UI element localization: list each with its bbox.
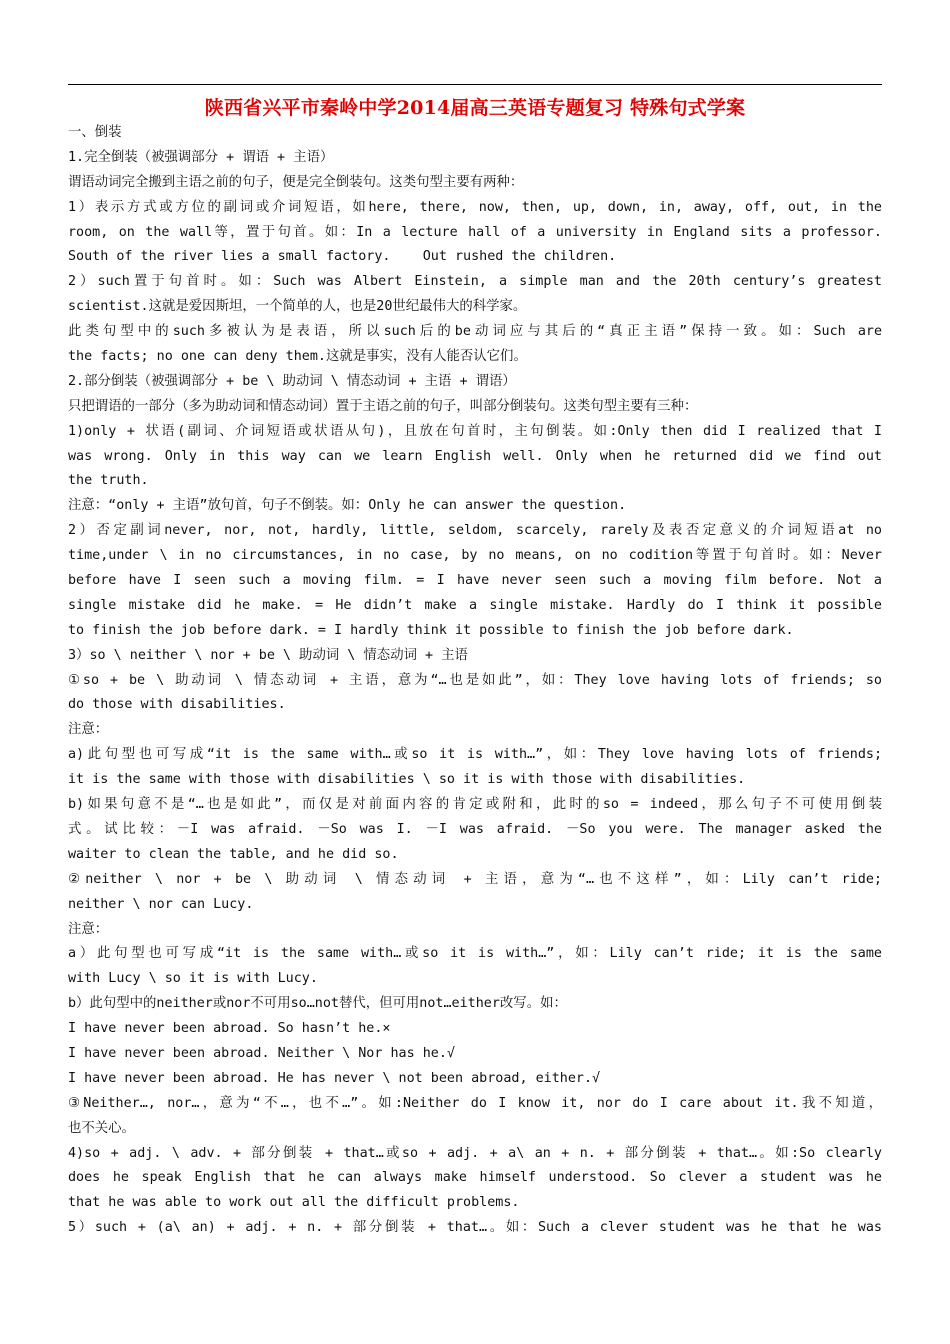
text-line: 1）表示方式或方位的副词或介词短语，如here, there, now, then, up, down, in, away, off, out, in the [68, 199, 882, 215]
document-title: 陕西省兴平市秦岭中学2014届高三英语专题复习 特殊句式学案 [204, 97, 746, 119]
text-line: a）此句型也可写成“it is the same with…或so it is with…”，如：Lily can’t ride; it is the same [68, 946, 882, 962]
text-line: with Lucy \ so it is with Lucy. [68, 971, 318, 987]
text-line: that he was able to work out all the difficult problems. [68, 1195, 520, 1211]
text-line: ①so + be \ 助动词 \ 情态动词 + 主语，意为“…也是如此”，如：They love having lots of friends; so [68, 672, 882, 688]
text-line: 注意： [68, 921, 109, 937]
text-line: 1)only + 状语(副词、介词短语或状语从句)，且放在句首时，主句倒装。如:Only then did I realized that I [68, 423, 882, 439]
text-line: ②neither \ nor + be \ 助动词 \ 情态动词 + 主语，意为“…也不这样”，如：Lily can’t ride; [68, 871, 882, 887]
text-line: before have I seen such a moving film. = I have never seen such a moving film before. Not a [68, 573, 882, 589]
text-line: it is the same with those with disabilities \ so it is with those with disabilities. [68, 772, 746, 788]
text-line: room, on the wall等，置于句首。如：In a lecture hall of a university in England sits a professor. [68, 224, 882, 240]
text-line: the facts; no one can deny them.这就是事实，没有人能否认它们。 [68, 349, 527, 365]
text-line: 注意：“only + 主语”放句首，句子不倒装。如：Only he can answer the question. [68, 498, 627, 514]
text-line: single mistake did he make. = He didn’t make a single mistake. Hardly do I think it possible [68, 597, 882, 613]
text-line: I have never been abroad. He has never \ not been abroad, either.√ [68, 1070, 601, 1086]
text-line: 4)so + adj. \ adv. + 部分倒装 + that…或so + adj. + a\ an + n. + 部分倒装 + that…。如:So clearly [68, 1145, 882, 1161]
text-line: 2）否定副词never, nor, not, hardly, little, seldom, scarcely, rarely及表否定意义的介词短语at no [68, 523, 882, 539]
text-line: 2.部分倒装（被强调部分 + be \ 助动词 \ 情态动词 + 主语 + 谓语） [68, 373, 516, 389]
text-line: do those with disabilities. [68, 697, 286, 713]
document-body [68, 121, 882, 1241]
text-line: 1.完全倒装（被强调部分 + 谓语 + 主语） [68, 149, 334, 165]
text-line: 也不关心。 [68, 1120, 135, 1136]
text-line: waiter to clean the table, and he did so. [68, 846, 399, 862]
text-line: I have never been abroad. Neither \ Nor has he.√ [68, 1045, 455, 1061]
text-line: 一、倒装 [68, 125, 122, 140]
text-line: South of the river lies a small factory. Out rushed the children. [68, 249, 617, 265]
text-line: was wrong. Only in this way can we learn English well. Only when he returned did we find out [68, 448, 882, 464]
text-line: neither \ nor can Lucy. [68, 896, 254, 912]
header-rule [68, 84, 882, 85]
text-line: the truth. [68, 473, 149, 489]
text-line: 2）such置于句首时。如：Such was Albert Einstein, a simple man and the 20th century’s greatest [68, 274, 882, 290]
text-line: 只把谓语的一部分（多为助动词和情态动词）置于主语之前的句子，叫部分倒装句。这类句型主要有三种： [68, 398, 698, 414]
text-line: I have never been abroad. So hasn’t he.× [68, 1021, 391, 1037]
text-line: 注意： [68, 722, 109, 738]
text-line: 3）so \ neither \ nor + be \ 助动词 \ 情态动词 + 主语 [68, 647, 468, 663]
text-line: b)如果句意不是“…也是如此”，而仅是对前面内容的肯定或附和，此时的so = indeed，那么句子不可使用倒装 [68, 797, 882, 813]
text-line: 式。试比较：－I was afraid. －So was I. －I was afraid. －So you were. The manager asked the [68, 821, 882, 837]
text-line: 谓语动词完全搬到主语之前的句子，便是完全倒装句。这类句型主要有两种： [68, 174, 524, 190]
text-line: time,under \ in no circumstances, in no case, by no means, on no codition等置于句首时。如：Never [68, 548, 882, 564]
text-line: a)此句型也可写成“it is the same with…或so it is with…”，如：They love having lots of friends; [68, 747, 882, 763]
text-line: 此类句型中的such多被认为是表语，所以such后的be动词应与其后的“真正主语”保持一致。如：Such are [68, 324, 882, 340]
text-line: does he speak English that he can always make himself understood. So clever a student was he [68, 1170, 882, 1186]
text-line: scientist.这就是爱因斯坦，一个简单的人，也是20世纪最伟大的科学家。 [68, 299, 527, 315]
text-line: to finish the job before dark. = I hardly think it possible to finish the job before dark. [68, 622, 794, 638]
text-line: 5）such + (a\ an) + adj. + n. + 部分倒装 + that…。如：Such a clever student was he that he was [68, 1220, 882, 1236]
text-line: ③Neither…, nor…，意为“不…，也不…”。如:Neither do I know it, nor do I care about it.我不知道， [68, 1095, 882, 1111]
text-line: b）此句型中的neither或nor不可用so…not替代，但可用not…either改写。如： [68, 996, 567, 1012]
